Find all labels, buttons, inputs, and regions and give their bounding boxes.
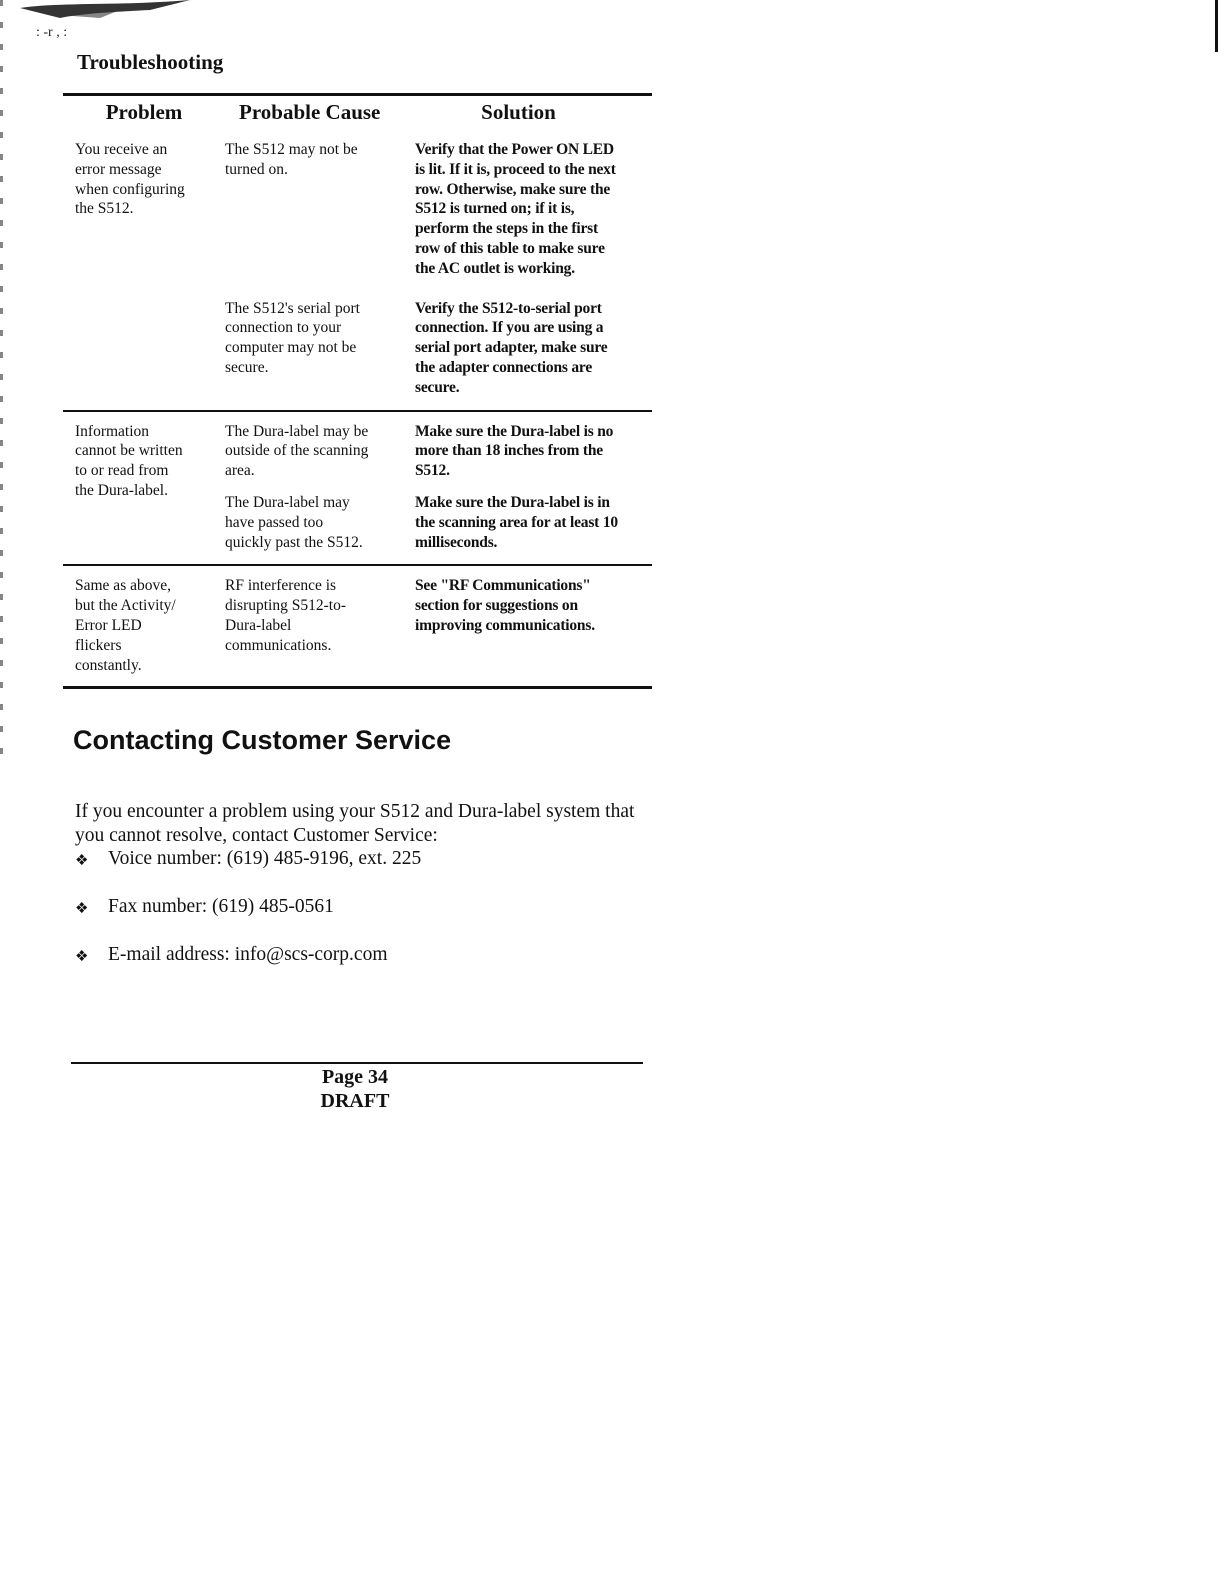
diamond-bullet-icon: ❖: [75, 901, 89, 917]
list-item: [75, 848, 421, 896]
table-row: [63, 130, 652, 412]
problem-cell: Information cannot be written to or read from the Dura-label.: [75, 422, 183, 499]
page-number: Page 34: [321, 1066, 389, 1088]
cause-cell: The Dura-label may be outside of the scanning area.: [225, 422, 369, 480]
diamond-bullet-icon: ❖: [75, 853, 89, 869]
table-header-row: [63, 96, 652, 130]
section-header: Troubleshooting: [77, 50, 224, 74]
svg-text:: -r , :: : -r , :: [36, 25, 68, 40]
solution-cell: Verify the S512-to-serial port connection. If you are using a serial port adapter, make sure the adapter connections are secure.: [415, 299, 608, 396]
cause-cell: RF interference is disrupting S512-to- Dura-label communications.: [225, 577, 346, 654]
fax-number: Fax number: (619) 485-0561: [108, 896, 334, 917]
table-row: [63, 412, 652, 567]
problem-cell: Same as above, but the Activity/ Error LED flickers constantly.: [75, 577, 176, 674]
solution-cell: See "RF Communications" section for suggestions on improving communications.: [415, 577, 595, 634]
footer-rule: [71, 1062, 643, 1064]
diamond-bullet-icon: ❖: [75, 949, 89, 965]
solution-cell: Verify that the Power ON LED is lit. If it is, proceed to the next row. Otherwise, make sure the S512 is turned on; if it is, perform the steps in the first row of this table to make sure the AC outlet is working.: [415, 141, 616, 277]
list-item: [75, 944, 421, 992]
scan-edge-right: [1215, 0, 1218, 52]
cause-cell: The S512's serial port connection to your computer may not be secure.: [225, 299, 360, 376]
email-address: E-mail address: info@scs-corp.com: [108, 944, 388, 965]
problem-cell: You receive an error message when configuring the S512.: [75, 141, 185, 218]
header-problem: Problem: [105, 100, 183, 124]
table-row: [63, 566, 652, 689]
contact-intro: If you encounter a problem using your S512 and Dura-label system that you cannot resolve, contact Customer Service:: [75, 800, 635, 846]
contact-heading: Contacting Customer Service: [73, 725, 452, 755]
cause-cell: The S512 may not be turned on.: [225, 141, 358, 178]
troubleshooting-table: [63, 93, 652, 689]
header-solution: Solution: [481, 100, 556, 124]
list-item: [75, 896, 421, 944]
solution-cell: Make sure the Dura-label is in the scanning area for at least 10 milliseconds.: [415, 493, 618, 551]
solution-cell: Make sure the Dura-label is no more than 18 inches from the S512.: [415, 422, 614, 480]
header-probable-cause: Probable Cause: [239, 100, 381, 124]
contact-list: [75, 848, 421, 992]
draft-label: DRAFT: [320, 1090, 390, 1112]
scan-edge-left: [0, 0, 3, 760]
voice-number: Voice number: (619) 485-9196, ext. 225: [108, 848, 422, 869]
scan-artifact: [0, 0, 200, 40]
cause-cell: The Dura-label may have passed too quickly past the S512.: [225, 493, 363, 551]
